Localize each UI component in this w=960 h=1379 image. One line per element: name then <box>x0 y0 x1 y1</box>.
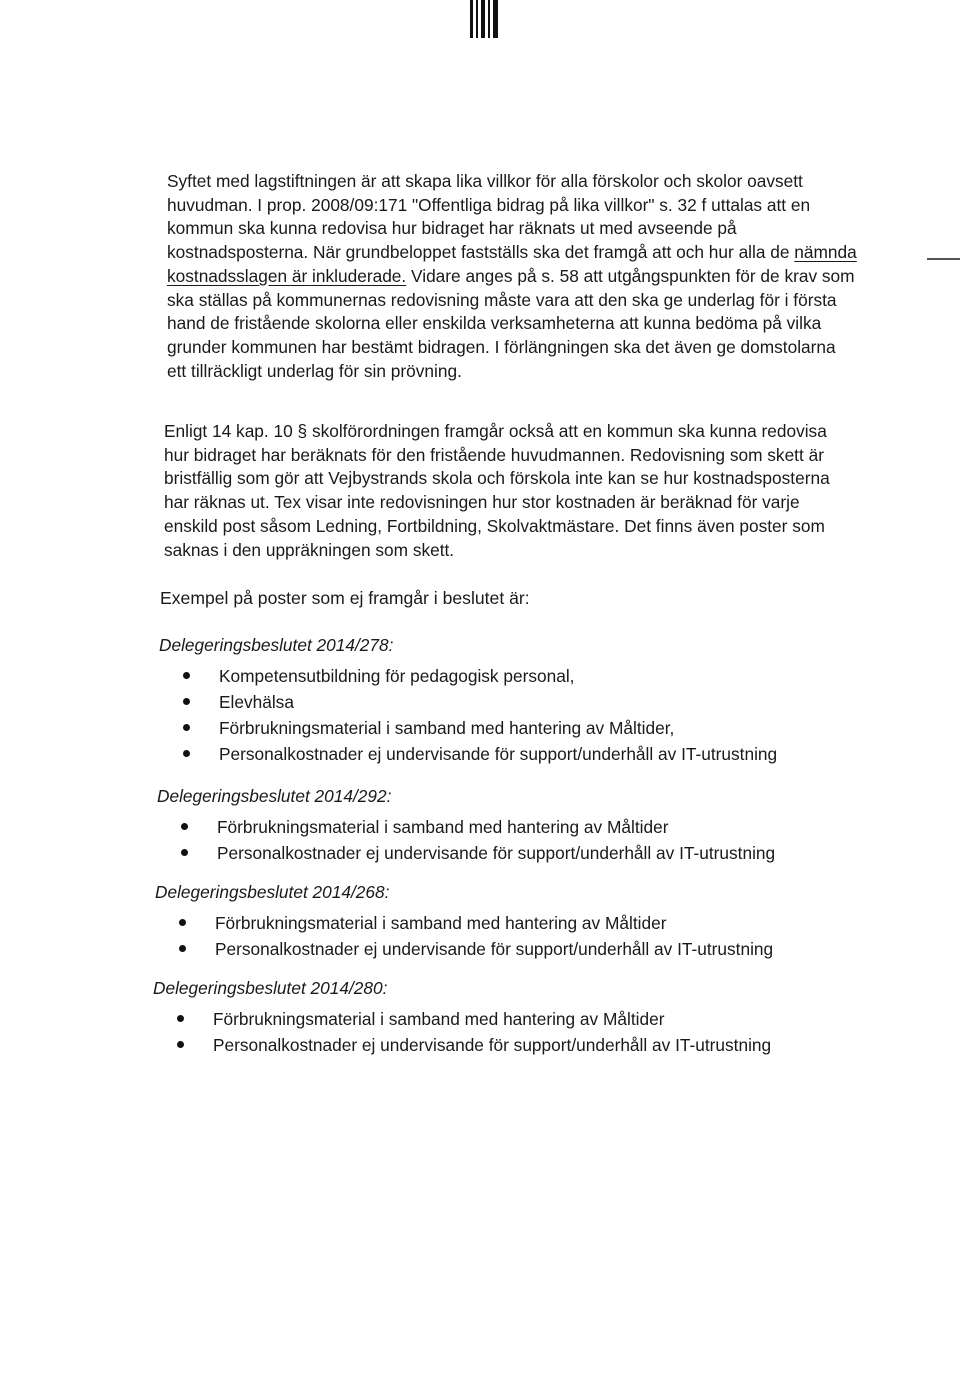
list-item <box>153 1006 853 1032</box>
paragraph-regulation: Enligt 14 kap. 10 § skolförordningen framgår också att en kommun ska kunna redovisa hur bidraget har beräknats för den fristående huvudmannen. Redovisning som skett är bristfällig som gör att Vejbystrands skola och förskola inte kan se hur kostnadsposterna har räknas ut. Tex visar inte redovisningen hur stor kostnaden är beräknad för varje enskild post såsom Ledning, Fortbildning, Skolvaktmästare. Det finns även poster som saknas i den uppräkningen som skett. <box>164 421 830 560</box>
bullet-icon <box>181 849 188 856</box>
cost-item-list <box>155 910 855 962</box>
list-item <box>153 1032 853 1058</box>
bullet-icon <box>177 1041 184 1048</box>
list-item-text: Personalkostnader ej undervisande för support/underhåll av IT-utrustning <box>213 1035 772 1055</box>
list-item-text: Personalkostnader ej undervisande för support/underhåll av IT-utrustning <box>219 744 778 764</box>
list-item <box>159 689 859 715</box>
cost-item-list <box>159 663 859 767</box>
bullet-icon <box>177 1015 184 1022</box>
list-item-text: Förbrukningsmaterial i samband med hantering av Måltider <box>217 817 669 837</box>
list-item <box>159 741 859 767</box>
list-item-text: Kompetensutbildning för pedagogisk personal, <box>219 666 575 686</box>
bullet-icon <box>183 724 190 731</box>
list-item <box>159 715 859 741</box>
bullet-icon <box>179 919 186 926</box>
decision-section <box>157 784 857 866</box>
bullet-icon <box>181 823 188 830</box>
decision-heading: Delegeringsbeslutet 2014/278: <box>159 635 394 655</box>
cost-item-list <box>153 1006 853 1058</box>
list-item-text: Elevhälsa <box>219 692 294 712</box>
decision-section <box>159 633 859 767</box>
decision-section <box>153 976 853 1058</box>
list-item <box>157 814 857 840</box>
underlined-phrase: nämnda kostnadsslagen är inkluderade. <box>167 242 857 286</box>
list-item <box>155 910 855 936</box>
bullet-icon <box>183 698 190 705</box>
decision-heading: Delegeringsbeslutet 2014/268: <box>155 882 390 902</box>
bullet-icon <box>183 750 190 757</box>
decision-heading: Delegeringsbeslutet 2014/280: <box>153 978 388 998</box>
list-item <box>157 840 857 866</box>
list-item <box>159 663 859 689</box>
cost-item-list <box>157 814 857 866</box>
list-item-text: Förbrukningsmaterial i samband med hantering av Måltider <box>213 1009 665 1029</box>
paragraph-purpose-text-end: Vidare anges på s. 58 att utgångspunkten för de krav som ska ställas på kommunernas redovisning måste vara att den ska ge underlag för i första hand de fristående skolorna eller enskilda verksamheterna att kunna bedöma på vilka grunder kommunen har bestämt bidragen. I förlängningen ska det även ge domstolarna ett tillräckligt underlag för sin prövning. <box>167 265 855 381</box>
list-item <box>155 936 855 962</box>
decision-section <box>155 880 855 962</box>
decision-heading: Delegeringsbeslutet 2014/292: <box>157 786 392 806</box>
paragraph-purpose <box>167 170 857 383</box>
bullet-icon <box>179 945 186 952</box>
list-item-text: Förbrukningsmaterial i samband med hantering av Måltider, <box>219 718 675 738</box>
list-item-text: Personalkostnader ej undervisande för support/underhåll av IT-utrustning <box>215 939 774 959</box>
paragraph-purpose-text-start: Syftet med lagstiftningen är att skapa lika villkor för alla förskolor och skolor oavsett huvudman. I prop. 2008/09:171 "Offentliga bidrag på lika villkor" s. 32 f uttalas att en kommun ska kunna redovisa hur bidraget har räknats ut med avseende på kostnadsposterna. När grundbeloppet fastställs ska det framgå att och hur alla de <box>167 171 811 263</box>
bullet-icon <box>183 672 190 679</box>
list-item-text: Förbrukningsmaterial i samband med hantering av Måltider <box>215 913 667 933</box>
examples-intro: Exempel på poster som ej framgår i beslutet är: <box>160 588 530 608</box>
list-item-text: Personalkostnader ej undervisande för support/underhåll av IT-utrustning <box>217 843 776 863</box>
